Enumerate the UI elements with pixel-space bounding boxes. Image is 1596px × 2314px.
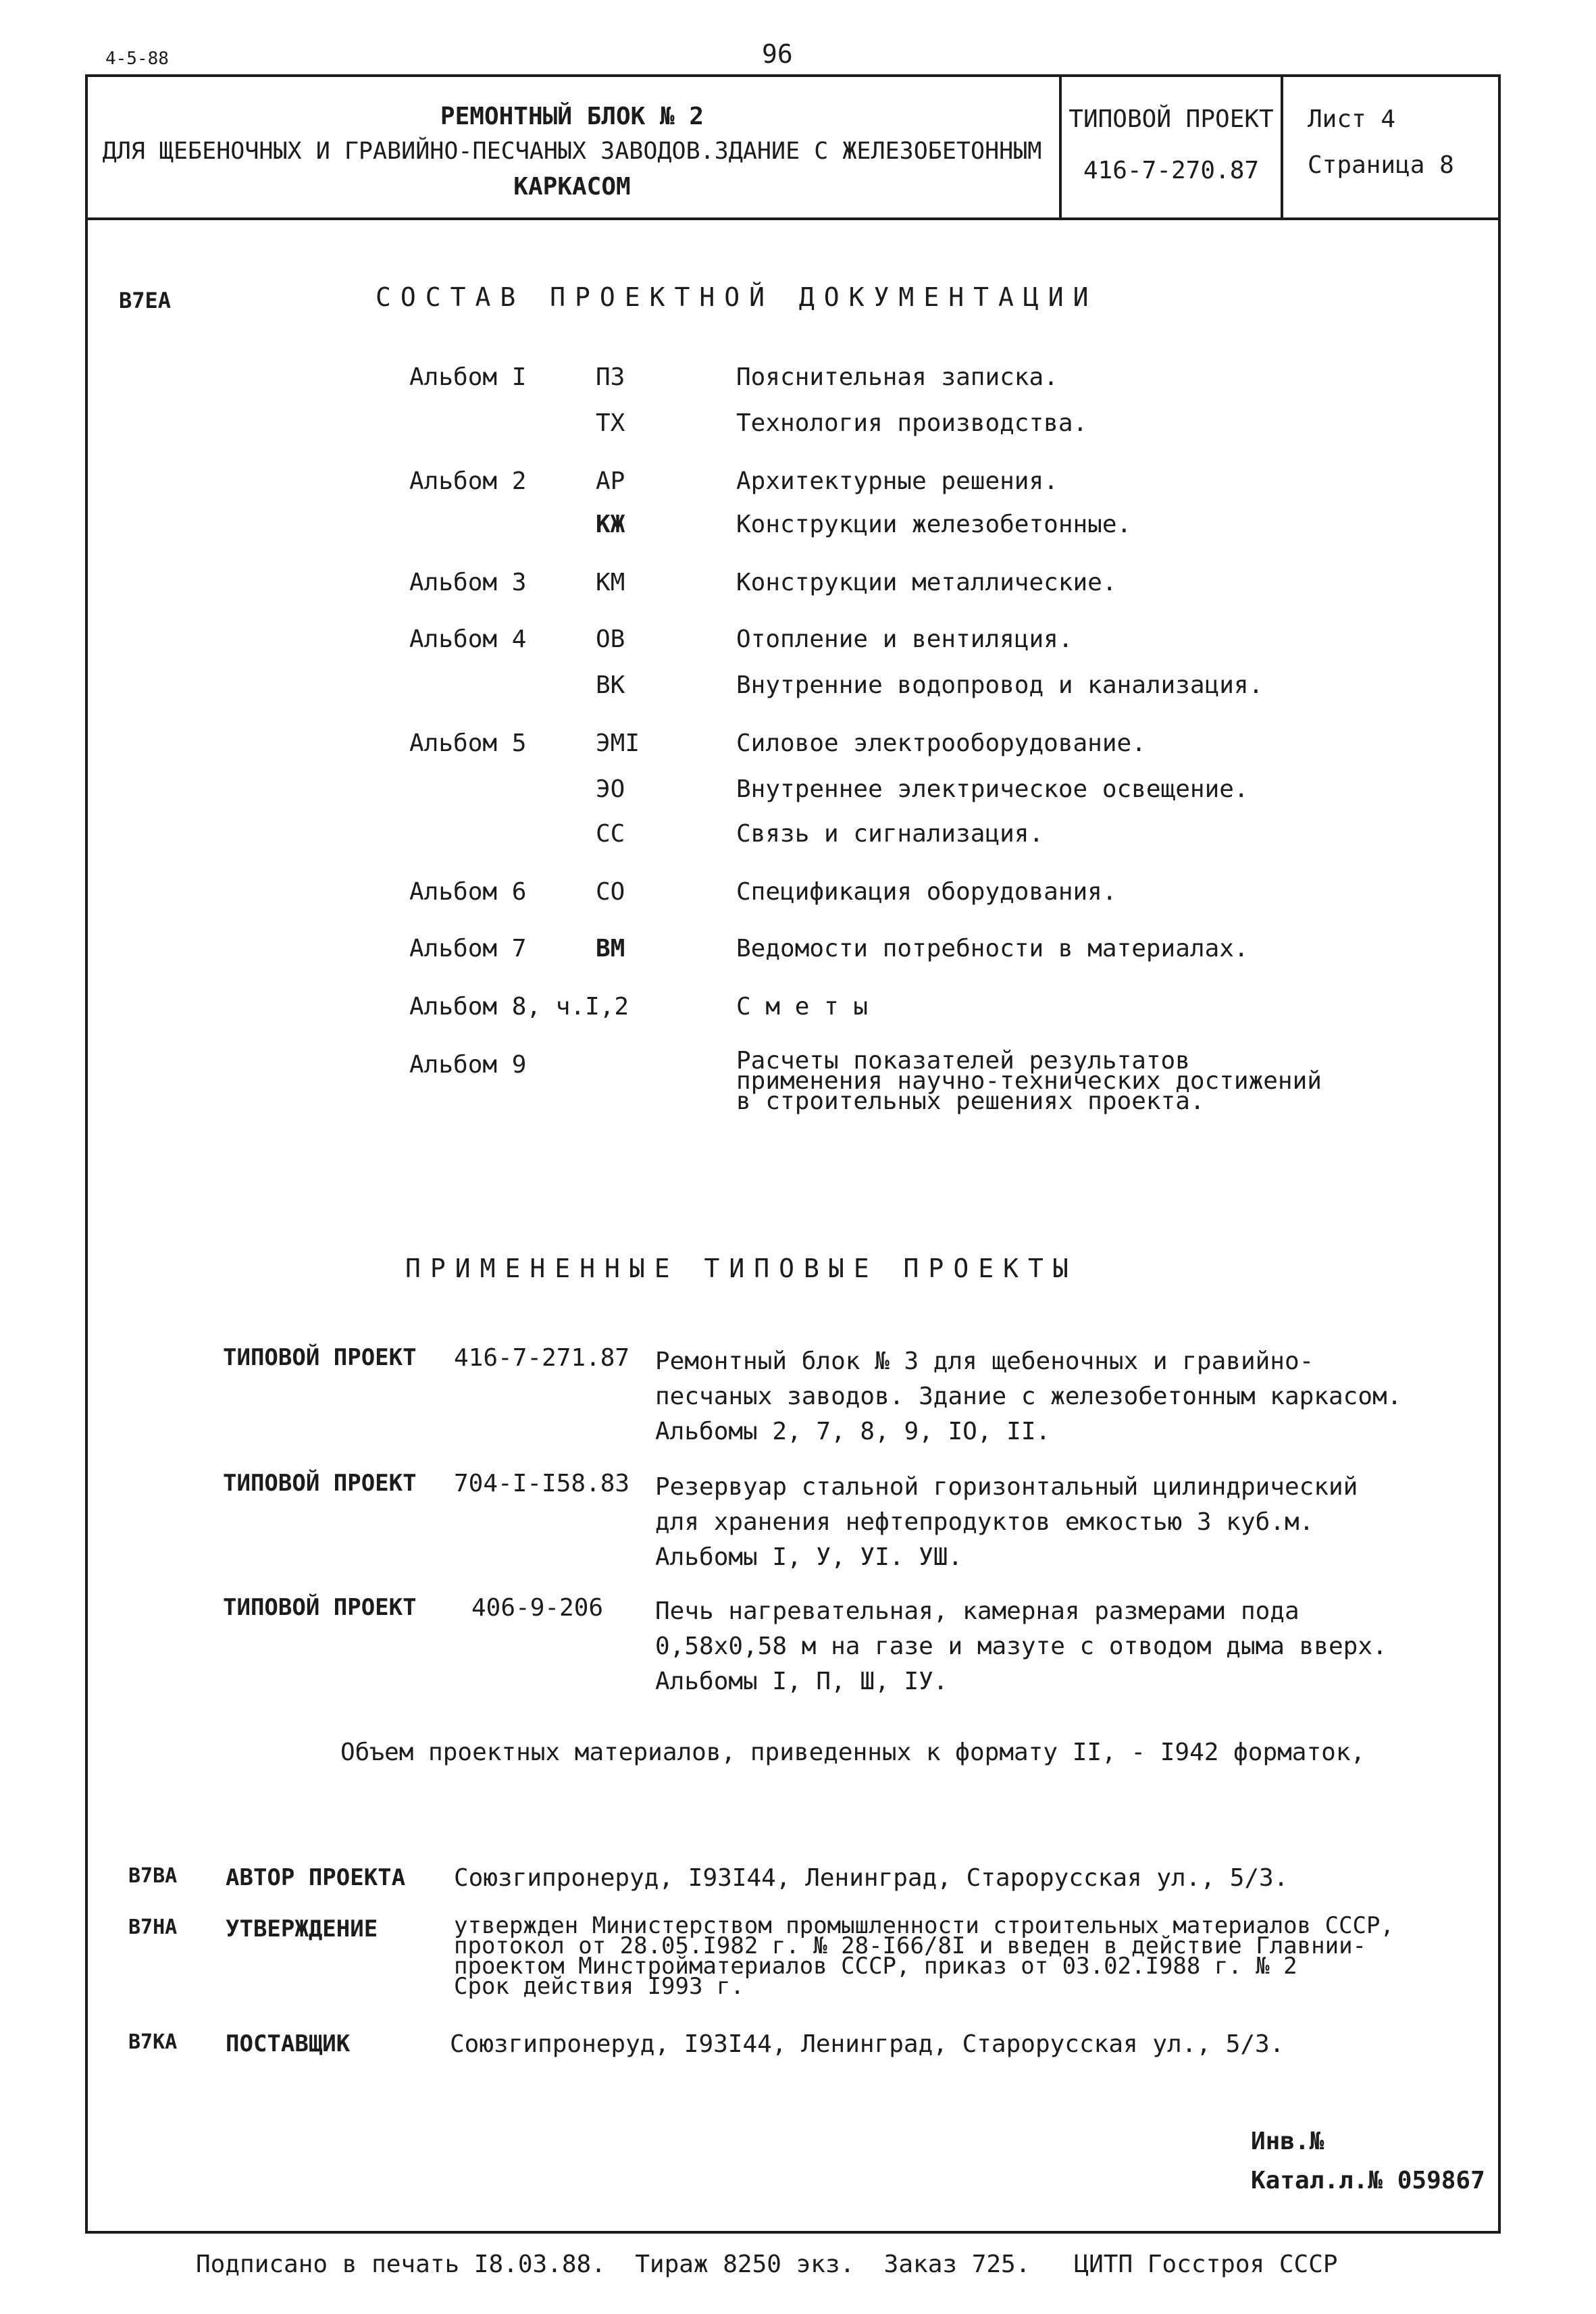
meta-code: B7HA (128, 1916, 178, 1939)
project-description: Печь нагревательная, камерная размерами пода 0,58х0,58 м на газе и мазуте с отводом дыма вверх. Альбомы I, П, Ш, IУ. (655, 1597, 1387, 1695)
doc-description: Конструкции железобетонные. (736, 511, 1132, 538)
album-label: Альбом 7 (409, 935, 527, 962)
album-label: Альбом 6 (409, 878, 527, 906)
doc-description: С м е т ы (736, 993, 869, 1021)
doc-description: Отопление и вентиляция. (736, 625, 1073, 653)
doc-description: Внутренние водопровод и канализация. (736, 671, 1264, 699)
album-label: Альбом I (409, 363, 527, 391)
album-label: Альбом 4 (409, 625, 527, 653)
doc-code: КЖ (596, 511, 625, 538)
doc-code: ВК (596, 671, 625, 699)
date-mark: 4-5-88 (105, 49, 169, 69)
doc-code: СС (596, 820, 625, 848)
project-type-label: ТИПОВОЙ ПРОЕКТ (223, 1594, 417, 1621)
doc-description: Связь и сигнализация. (736, 820, 1044, 848)
sheet-number: Лист 4 (1308, 105, 1396, 133)
meta-label: АВТОР ПРОЕКТА (226, 1864, 406, 1891)
doc-code: СО (596, 878, 625, 906)
album-label: Альбом 8, ч.I,2 (409, 993, 629, 1021)
doc-code: ЭМI (596, 729, 640, 757)
page-ref: Страница 8 (1308, 151, 1454, 179)
meta-text: Союзгипронеруд, I93I44, Ленинград, Старорусская ул., 5/3. (454, 1864, 1289, 1892)
meta-label: УТВЕРЖДЕНИЕ (226, 1916, 378, 1943)
meta-code: B7KA (128, 2030, 178, 2054)
album-label: Альбом 2 (409, 467, 527, 495)
header-vline-2 (1281, 74, 1283, 219)
doc-code: ПЗ (596, 363, 625, 391)
header-vline-1 (1059, 74, 1062, 219)
volume-note: Объем проектных материалов, приведенных к формату II, - I942 форматок, (340, 1739, 1366, 1766)
print-footer: Подписано в печать I8.03.88. Тираж 8250 экз. Заказ 725. ЦИТП Госстроя СССР (196, 2251, 1338, 2278)
meta-code: B7BA (128, 1864, 178, 1888)
header-title-line-3: КАРКАСОМ (513, 173, 631, 201)
doc-description: Спецификация оборудования. (736, 878, 1117, 906)
applied-heading: ПРИМЕНЕННЫЕ ТИПОВЫЕ ПРОЕКТЫ (405, 1254, 1078, 1283)
header-title-line-2: ДЛЯ ЩЕБЕНОЧНЫХ И ГРАВИЙНО-ПЕСЧАНЫХ ЗАВОДОВ.ЗДАНИЕ С ЖЕЛЕЗОБЕТОННЫМ (102, 138, 1042, 165)
project-description: Ремонтный блок № 3 для щебеночных и гравийно- песчаных заводов. Здание с железобетонным каркасом. Альбомы 2, 7, 8, 9, IO, II. (655, 1347, 1402, 1445)
project-id: 704-I-I58.83 (454, 1470, 630, 1497)
project-number: 416-7-270.87 (1083, 157, 1260, 184)
doc-code: ОВ (596, 625, 625, 653)
composition-code: B7EA (119, 288, 172, 313)
album-label: Альбом 3 (409, 569, 527, 596)
doc-description: Силовое электрооборудование. (736, 729, 1146, 757)
header-title-line-1: РЕМОНТНЫЙ БЛОК № 2 (440, 103, 704, 130)
meta-label: ПОСТАВЩИК (226, 2030, 351, 2057)
doc-code: КМ (596, 569, 625, 596)
doc-code: ТХ (596, 409, 625, 437)
doc-description: Ведомости потребности в материалах. (736, 935, 1249, 962)
doc-description: Внутреннее электрическое освещение. (736, 775, 1249, 803)
page-frame (85, 74, 1501, 2234)
doc-description: Конструкции металлические. (736, 569, 1117, 596)
project-label: ТИПОВОЙ ПРОЕКТ (1069, 105, 1274, 133)
doc-description: Расчеты показателей результатов применения научно-технических достижений в строительных решениях проекта. (736, 1047, 1322, 1115)
composition-heading: СОСТАВ ПРОЕКТНОЙ ДОКУМЕНТАЦИИ (376, 282, 1098, 312)
catalog-number: Катал.л.№ 059867 (1251, 2167, 1485, 2194)
meta-text: Союзгипронеруд, I93I44, Ленинград, Старорусская ул., 5/3. (450, 2030, 1285, 2058)
doc-code: ЭО (596, 775, 625, 803)
project-id: 406-9-206 (471, 1594, 604, 1622)
page-number: 96 (762, 39, 793, 69)
doc-code: ВМ (596, 935, 625, 962)
header-divider (85, 217, 1501, 220)
doc-description: Пояснительная записка. (736, 363, 1058, 391)
meta-text: утвержден Министерством промышленности строительных материалов СССР, протокол от 28.05.I982 г. № 28-I66/8I и введен в действие Главнии- проектом Минстроймaтериалов СССР, приказ от 03.02.I988 г. № 2 Срок действия I993 г. (454, 1912, 1394, 2000)
project-type-label: ТИПОВОЙ ПРОЕКТ (223, 1470, 417, 1497)
doc-description: Технология производства. (736, 409, 1088, 437)
doc-description: Архитектурные решения. (736, 467, 1058, 495)
album-label: Альбом 5 (409, 729, 527, 757)
project-description: Резервуар стальной горизонтальный цилиндрический для хранения нефтепродуктов емкостью 3 куб.м. Альбомы I, У, УI. УШ. (655, 1473, 1358, 1571)
album-label: Альбом 9 (409, 1051, 527, 1079)
doc-code: АР (596, 467, 625, 495)
project-type-label: ТИПОВОЙ ПРОЕКТ (223, 1344, 417, 1371)
inventory-number: Инв.№ (1251, 2128, 1324, 2155)
project-id: 416-7-271.87 (454, 1344, 630, 1372)
